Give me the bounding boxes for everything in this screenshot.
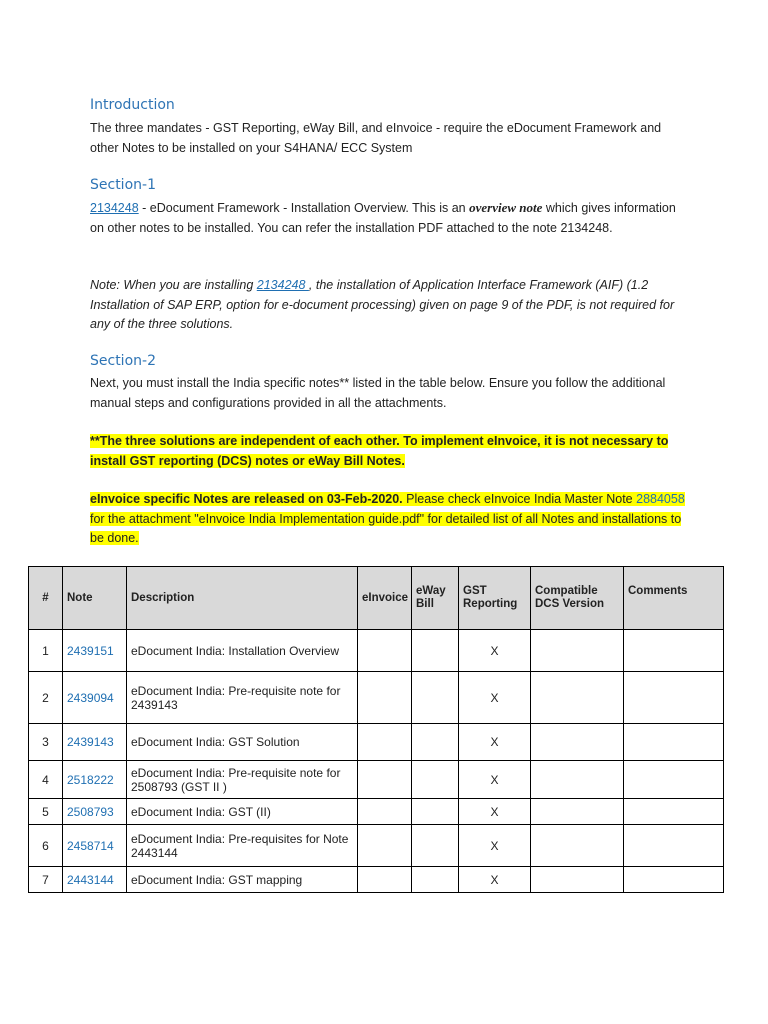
note-cell xyxy=(63,630,127,672)
row-number: 5 xyxy=(29,799,63,825)
section2-heading: Section-2 xyxy=(90,353,156,369)
note-link[interactable]: 2508793 xyxy=(67,804,114,819)
einvoice-cell xyxy=(358,825,412,867)
header-description: Description xyxy=(127,567,358,630)
gst-cell: X xyxy=(459,672,531,724)
dcs-cell xyxy=(531,724,624,761)
row-number: 7 xyxy=(29,867,63,893)
eway-cell xyxy=(412,867,459,893)
eway-cell xyxy=(412,630,459,672)
note-link-2134248[interactable]: 2134248 xyxy=(90,201,139,215)
note-link[interactable]: 2439151 xyxy=(67,643,114,658)
description-cell: eDocument India: GST mapping xyxy=(127,867,358,893)
section1-note-a: Note: When you are installing xyxy=(90,278,257,292)
dcs-cell xyxy=(531,672,624,724)
note-link[interactable]: 2439143 xyxy=(67,735,114,749)
note-link[interactable]: 2439094 xyxy=(67,690,114,705)
eway-cell xyxy=(412,672,459,724)
table-header-row xyxy=(29,567,724,630)
release-text-b: for the attachment "eInvoice India Implementation guide.pdf" for detailed list of all Notes and installations to be done. xyxy=(90,511,682,545)
einvoice-cell xyxy=(358,799,412,825)
section1-heading: Section-1 xyxy=(90,177,156,193)
row-number: 1 xyxy=(29,630,63,672)
header-dcs: Compatible DCS Version xyxy=(531,567,624,630)
dcs-cell xyxy=(531,825,624,867)
intro-heading: Introduction xyxy=(90,97,175,113)
table-row xyxy=(29,724,724,761)
notes-table xyxy=(28,566,724,893)
comments-cell xyxy=(624,724,724,761)
eway-cell xyxy=(412,761,459,799)
section1-text-b: which gives information on other notes to be installed. You can refer the installation PDF attached to the note 2134248. xyxy=(90,201,676,235)
row-number: 3 xyxy=(29,724,63,761)
header-note: Note xyxy=(63,567,127,630)
note-cell xyxy=(63,825,127,867)
section2-paragraph: Next, you must install the India specific notes** listed in the table below. Ensure you follow the additional manual steps and configurations provided in all the attachments. xyxy=(90,376,666,410)
overview-note-emphasis: overview note xyxy=(469,200,543,215)
row-number: 2 xyxy=(29,672,63,724)
gst-cell: X xyxy=(459,799,531,825)
independence-warning xyxy=(90,432,690,471)
einvoice-cell xyxy=(358,724,412,761)
einvoice-release-note xyxy=(90,490,690,549)
section1-text-a: - eDocument Framework - Installation Overview. This is an xyxy=(138,201,470,215)
description-cell: eDocument India: Pre-requisite note for 2508793 (GST II ) xyxy=(127,761,358,799)
section1-paragraph xyxy=(90,198,690,238)
note-link[interactable]: 2458714 xyxy=(67,838,114,853)
note-link[interactable]: 2518222 xyxy=(67,772,114,787)
table-row xyxy=(29,867,724,893)
table-row xyxy=(29,825,724,867)
eway-cell xyxy=(412,724,459,761)
comments-cell xyxy=(624,799,724,825)
table-row xyxy=(29,761,724,799)
comments-cell xyxy=(624,761,724,799)
note-cell xyxy=(63,724,127,761)
description-cell: eDocument India: GST Solution xyxy=(127,724,358,761)
comments-cell xyxy=(624,825,724,867)
section1-note-b: , the installation of Application Interface Framework (AIF) (1.2 Installation of SAP ERP, option for e-document processing) given on page 9 of the PDF, is not required for any of the three solutions. xyxy=(90,278,675,331)
header-eway: eWay Bill xyxy=(412,567,459,630)
gst-cell: X xyxy=(459,867,531,893)
gst-cell: X xyxy=(459,724,531,761)
intro-paragraph: The three mandates - GST Reporting, eWay Bill, and eInvoice - require the eDocument Framework and other Notes to be installed on your S4HANA/ ECC System xyxy=(90,121,662,155)
note-link-2884058[interactable]: 2884058 xyxy=(636,492,685,506)
gst-cell: X xyxy=(459,825,531,867)
description-cell: eDocument India: Pre-requisite note for 2439143 xyxy=(127,672,358,724)
einvoice-cell xyxy=(358,672,412,724)
einvoice-cell xyxy=(358,630,412,672)
gst-cell: X xyxy=(459,761,531,799)
note-cell xyxy=(63,761,127,799)
description-cell: eDocument India: Installation Overview xyxy=(127,630,358,672)
dcs-cell xyxy=(531,761,624,799)
dcs-cell xyxy=(531,630,624,672)
row-number: 4 xyxy=(29,761,63,799)
warning-highlight: **The three solutions are independent of each other. To implement eInvoice, it is not necessary to install GST reporting (DCS) notes or eWay Bill Notes. xyxy=(90,434,669,468)
note-cell xyxy=(63,867,127,893)
release-text-a: Please check eInvoice India Master Note xyxy=(402,492,637,506)
einvoice-cell xyxy=(358,761,412,799)
header-comments: Comments xyxy=(624,567,724,630)
einvoice-cell xyxy=(358,867,412,893)
table-row xyxy=(29,799,724,825)
note-link-2134248-inline[interactable]: 2134248 xyxy=(256,278,309,292)
eway-cell xyxy=(412,825,459,867)
dcs-cell xyxy=(531,799,624,825)
row-number: 6 xyxy=(29,825,63,867)
comments-cell xyxy=(624,672,724,724)
gst-cell: X xyxy=(459,630,531,672)
table-row xyxy=(29,630,724,672)
note-cell xyxy=(63,672,127,724)
note-cell xyxy=(63,799,127,825)
release-bold: eInvoice specific Notes are released on 03-Feb-2020. xyxy=(90,492,403,506)
description-cell: eDocument India: Pre-requisites for Note 2443144 xyxy=(127,825,358,867)
note-link[interactable]: 2443144 xyxy=(67,872,114,887)
eway-cell xyxy=(412,799,459,825)
description-cell: eDocument India: GST (II) xyxy=(127,799,358,825)
header-einvoice: eInvoice xyxy=(358,567,412,630)
section1-note xyxy=(90,276,690,335)
header-num: # xyxy=(29,567,63,630)
table-row xyxy=(29,672,724,724)
comments-cell xyxy=(624,630,724,672)
comments-cell xyxy=(624,867,724,893)
header-gst: GST Reporting xyxy=(459,567,531,630)
dcs-cell xyxy=(531,867,624,893)
